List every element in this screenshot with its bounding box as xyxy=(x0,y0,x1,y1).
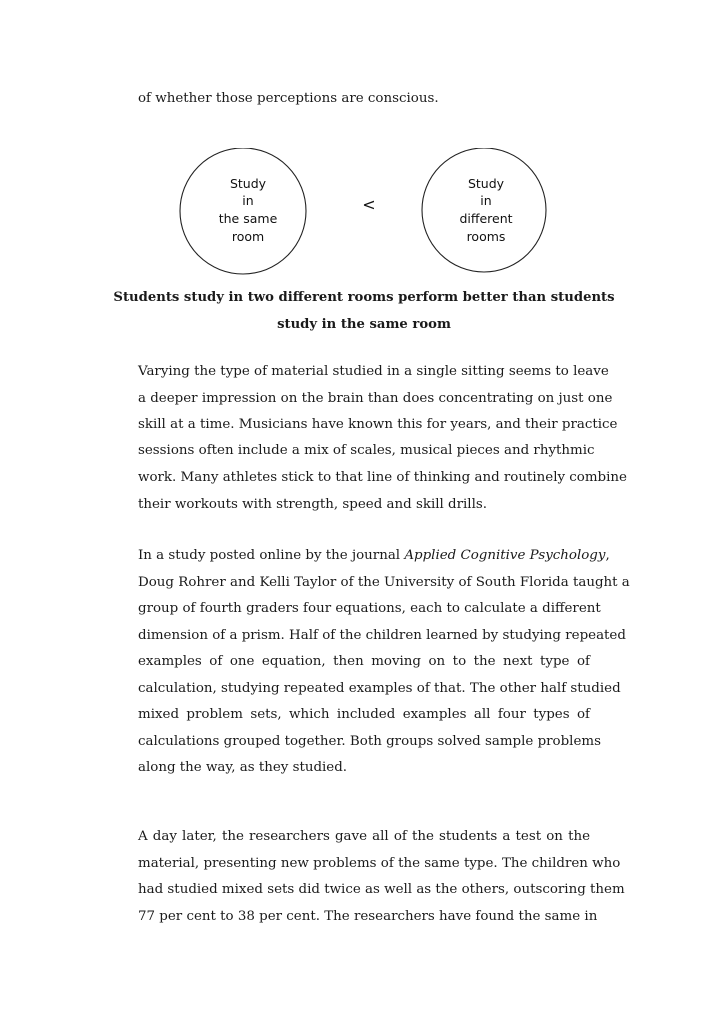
journal-title: Applied Cognitive Psychology xyxy=(404,548,606,563)
paragraph1-line: Varying the type of material studied in a single sitting seems to leave xyxy=(138,364,609,379)
intro-line: of whether those perceptions are conscious. xyxy=(138,91,439,106)
paragraph2-line: dimension of a prism. Half of the children learned by studying repeated xyxy=(138,628,626,643)
paragraph2-line xyxy=(138,547,610,565)
comparison-symbol: < xyxy=(362,195,376,214)
paragraph3-line: material, presenting new problems of the same type. The children who xyxy=(138,856,621,871)
paragraph2-line: group of fourth graders four equations, each to calculate a different xyxy=(138,601,601,616)
caption-line-2: study in the same room xyxy=(277,317,451,332)
paragraph2-line: calculations grouped together. Both groups solved sample problems xyxy=(138,734,601,749)
paragraph2-line: along the way, as they studied. xyxy=(138,760,348,775)
paragraph2-line: calculation, studying repeated examples of that. The other half studied xyxy=(138,681,621,696)
paragraph1-line: their workouts with strength, speed and skill drills. xyxy=(138,497,488,512)
paragraph1-line: sessions often include a mix of scales, musical pieces and rhythmic xyxy=(138,443,595,458)
paragraph1-line: a deeper impression on the brain than does concentrating on just one xyxy=(138,391,613,406)
caption-line-1: Students study in two different rooms perform better than students xyxy=(113,290,615,305)
comparison-diagram xyxy=(170,148,560,278)
paragraph1-line: skill at a time. Musicians have known this for years, and their practice xyxy=(138,417,618,432)
paragraph3-line: had studied mixed sets did twice as well as the others, outscoring them xyxy=(138,882,625,897)
right-circle-label-3: different xyxy=(459,211,513,226)
left-circle-label-4: room xyxy=(231,229,265,244)
right-circle-label-1: Study xyxy=(467,176,505,191)
right-circle-label-4: rooms xyxy=(466,229,506,244)
paragraph2-line1-before: In a study posted online by the journal xyxy=(138,548,405,563)
left-circle-label-1: Study xyxy=(229,176,267,191)
left-circle-label-2: in xyxy=(242,193,254,208)
paragraph2-line: examples of one equation, then moving on to the next type of xyxy=(138,654,590,669)
paragraph2-line: Doug Rohrer and Kelli Taylor of the University of South Florida taught a xyxy=(138,575,630,590)
paragraph3-line: A day later, the researchers gave all of the students a test on the xyxy=(138,829,590,844)
paragraph3-line: 77 per cent to 38 per cent. The researchers have found the same in xyxy=(138,909,598,924)
right-circle-label-2: in xyxy=(480,193,492,208)
paragraph2-line1-after: , xyxy=(605,548,610,563)
paragraph2-line: mixed problem sets, which included examples all four types of xyxy=(138,707,590,722)
right-circle xyxy=(422,148,546,272)
paragraph1-line: work. Many athletes stick to that line of thinking and routinely combine xyxy=(138,470,627,485)
left-circle-label-3: the same xyxy=(218,211,278,226)
